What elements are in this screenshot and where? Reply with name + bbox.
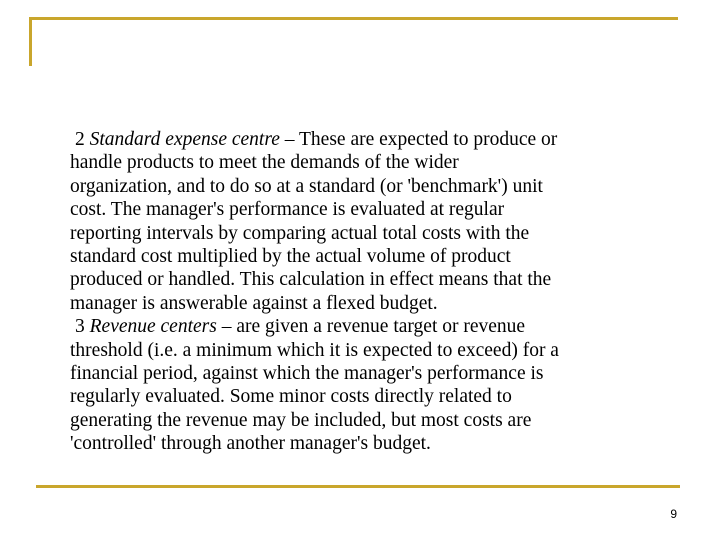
text-line: manager is answerable against a flexed budget. [70, 292, 438, 314]
text-line: 'controlled' through another manager's budget. [70, 433, 431, 455]
paragraph-lead-line [75, 315, 690, 338]
text-line: standard cost multiplied by the actual volume of product [70, 246, 511, 268]
page-number: 9 [670, 507, 677, 521]
item-number: 3 [75, 316, 90, 338]
text-line: generating the revenue may be included, but most costs are [70, 409, 532, 431]
text-line: financial period, against which the manager's performance is [70, 363, 544, 385]
lead-text: – are given a revenue target or revenue [216, 316, 526, 338]
lead-text: – These are expected to produce or [279, 129, 558, 150]
frame-left-rule [29, 17, 32, 66]
item-number: 2 [75, 129, 90, 150]
text-line: regularly evaluated. Some minor costs directly related to [70, 386, 512, 408]
text-line: threshold (i.e. a minimum which it is expected to exceed) for a [70, 339, 559, 361]
slide-body [70, 128, 690, 456]
frame-bottom-rule [36, 485, 680, 488]
text-line: handle products to meet the demands of the wider [70, 152, 459, 174]
paragraph-revenue-centers [70, 315, 690, 455]
term-standard-expense-centre: Standard expense centre [89, 129, 280, 150]
text-line: reporting intervals by comparing actual total costs with the [70, 222, 530, 244]
text-line: cost. The manager's performance is evaluated at regular [70, 199, 505, 221]
paragraph-standard-expense-centre [70, 128, 690, 315]
term-revenue-centers: Revenue centers [89, 316, 217, 338]
text-line: produced or handled. This calculation in effect means that the [70, 269, 552, 291]
frame-top-rule [29, 17, 678, 20]
paragraph-lead-line [75, 128, 690, 151]
text-line: organization, and to do so at a standard (or 'benchmark') unit [70, 175, 543, 197]
